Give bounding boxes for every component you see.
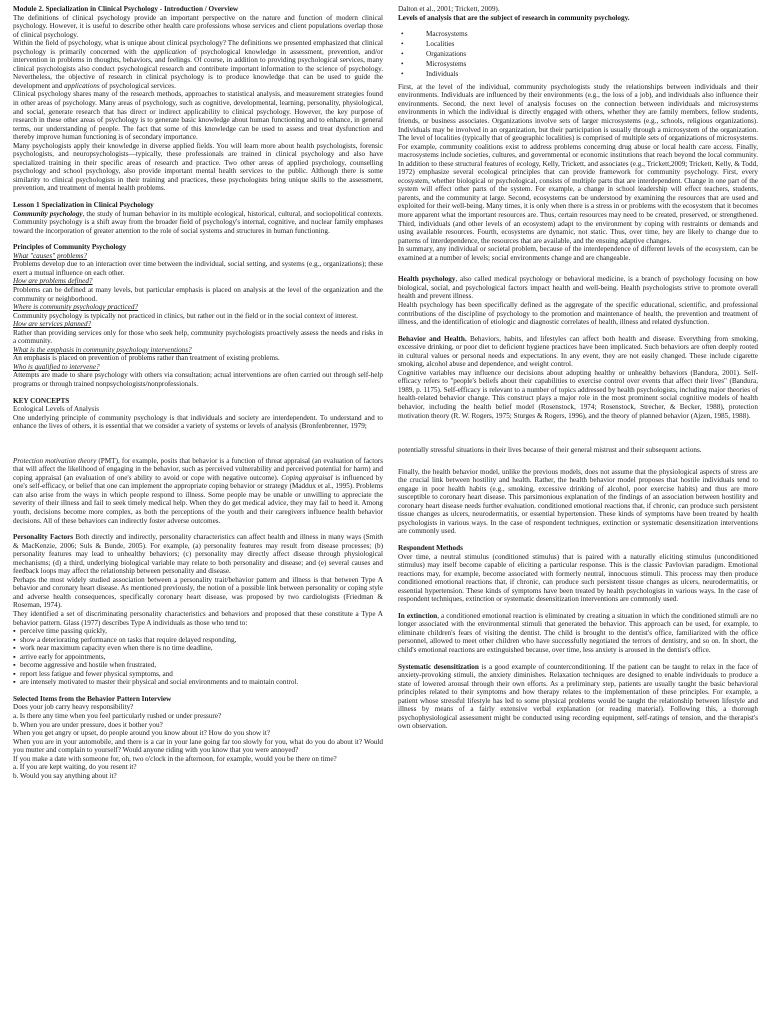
paragraph: First, at the level of the individual, community psychologists study the relationships between individuals and their environments. Individuals are influenced by their environments (e.g., the loss of a job), and individuals also influence their environments. Second, the next level of analysis focuses on the connection between individuals and microsystems environments in which the individual is directly engaged with others, whether they are family members, fellow students, friends, or business associates. Organizations involve sets of larger microsystems (e.g., schools, religious organizations). Individuals may be involved in an organization, but their participation is usually through a microsystem of the organization. The level of localities (typically that of geographic localities) is comprised of multiple sets of organizations of microsystems. For example, community coalitions exist to address problems concerning drug abuse or local health care access. Finally, macrosystems include societies, cultures, and governmental or economic institutions that reach beyond the local community. In addition to these structural features of ecology, Kelly, Trickett, and associates (e.g., Trickett,2009; Trickett, Kelly, & Todd, 1972) emphasize several ecological principles that can provide framework for community psychology. First, every ecosystem, whether biological or psychological, consists of multiple parts that are interdependent. Change in one part of the system will effect other parts of the system. For example, a change in school leadership will effect teachers, students, parents, and the community at large. Second, ecosystems can be understood by examining the resources that are used and exploited for their well-being. Many times, it is only when there is a stress in or problems with the ecosystem that it becomes more apparent what the important resources are. Thus, certain resources may need to be created, preserved, or strengthened. Third, individuals (and other levels of an ecosystem) adapt to the environment by coping with restraints or demands and using available resources. Fourth, ecosystems are dynamic, not static. Thus, over time, hey are likely to change due to patterns of interdependence, the resources that are available, and the ensuing adaptive changes.: [398, 82, 758, 245]
interview-line: Does your job carry heavy responsibility?: [13, 703, 134, 712]
interview-line: b. When you are under pressure, does it bother you?: [13, 720, 163, 729]
interview-line: b. Would you say anything about it?: [13, 771, 117, 780]
answer: Community psychology is typically not practiced in clinics, but rather out in the field or in the social context of interest.: [13, 311, 358, 320]
paragraph: Protection motivation theory (PMT), for example, posits that behavior is a function of threat appraisal (an evaluation of factors that will affect the likelihood of engaging in the behavior, such as perceived vulnerability and perceived potential for harm) and coping appraisal (an evaluation of one's ability to avoid or cope with negative outcome). Coping appraisal is influenced by one's self-efficacy, or belief that one can implement the appropriate coping behavior or strategy (Maddux et al., 1995). Problems can also arise from the ways in which people respond to illness. Some people may be unable or unwilling to appreciate the severity of their illness and fail to seek timely medical help. When they do get medical advice, they may fail to heed it. Among youth, decisions become more complex, as both the perceptions of the youth and their caregivers influence health behavior decisions. All of these behaviors can indirectly foster adverse outcomes.: [13, 456, 383, 525]
interview-line: a. Is there any time when you feel particularly rushed or under pressure?: [13, 712, 222, 721]
paragraph: Finally, the health behavior model, unlike the previous models, does not assume that the physiological aspects of stress are the crucial link between hostility and health. Rather, the health behavior model proposes that hostile individuals tend to engage in poor health habits (e.g., smoking, excessive drinking of alcohol, poor exercise habits) and thus are more susceptible to coronary heart disease. This parsimonious explanation of the findings of an association between hostility and coronary heart disease needs further evaluation. conditioned emotional reactions that, if chronic, can produce such persistent tissue changes as ulcers, neurodermatitis, or essential hypertension. These kinds of symptoms have been treated by health psychologists in various ways. In the case of respondent techniques, extinction or systematic desensitization interventions are commonly used.: [398, 467, 758, 536]
reference-continuation: Dalton et al., 2001; Trickett, 2009).: [398, 5, 500, 13]
levels-list: [398, 30, 758, 79]
paragraph: Perhaps the most widely studied association between a personality trait/behavior pattern and illness is that between Type A behavior and coronary heart disease. As mentioned previously, the notion of a possible link between personality or coping style and adverse health consequences, specifically coronary heart disease, was proposed by two cardiologists (Friedman & Roseman, 1974).: [13, 575, 383, 610]
list-item: • Individuals: [398, 70, 758, 79]
paragraph: Systematic desensitization is a good example of counterconditioning. If the patient can be taught to relax in the face of anxiety-provoking stimuli, the anxiety diminishes. Relaxation techniques are designed to enable individuals to produce a state of lowered arousal through their own efforts. As a preliminary step, patients are usually taught the basic behavioral principles related to their symptoms and how therapy relates to the implementation of these principles. For example, a patient whose stressful lifestyle has led to some physical problems would be taught the relationship between lifestyle and illness by means of a fairly extensive verbal explanation (or reading material). Following this, a thorough psychophysiological assessment might be conducted using recording equipment, self-ratings of tension, and the therapist's own observation.: [398, 662, 758, 731]
list-item: ▪ arrive early for appointments,: [13, 653, 383, 662]
paragraph: Health psychology, also called medical psychology or behavioral medicine, is a branch of psychology focusing on how biological, social, and psychological factors impact health and well-being. Health psychologists strive to promote overall health and prevent illness.: [398, 275, 758, 301]
paragraph: Health psychology has been specifically defined as the aggregate of the specific educational, scientific, and professional contributions of the discipline of psychology to the promotion and maintenance of health, the prevention and treatment of illness, and the identification of etiologic and diagnostic correlates of health, illness and related dysfunction.: [398, 300, 758, 327]
paragraph: Clinical psychology shares many of the research methods, approaches to statistical analysis, and measurement strategies found in other areas of psychology. Many areas of psychology, such as cognitive, developmental, learning, personality, physiological, and social, generate research that has direct or indirect applicability to clinical psychology. However, the key purpose of research in these other areas of psychology is to generate basic knowledge about human functioning and to enhance, in general terms, our understanding of people. The fact that some of this knowledge can be used to assess and treat dysfunction and thereby improve human functioning is of secondary importance.: [13, 90, 383, 142]
answer: Attempts are made to share psychology with others via consultation; actual interventions are often carried out through self-help programs or through trained nonpsychologists/nonprofessionals.: [13, 371, 383, 388]
list-item: • Macrosystems: [398, 30, 758, 39]
key-concepts-heading: KEY CONCEPTS: [13, 396, 70, 405]
list-item: ▪ are intensely motivated to master their physical and social environments and to maintain control.: [13, 678, 383, 687]
answer: An emphasis is placed on prevention of problems rather than treatment of existing problems.: [13, 354, 280, 363]
list-item: ▪ show a deteriorating performance on tasks that require delayed responding,: [13, 636, 383, 645]
list-item: • Localities: [398, 40, 758, 49]
section-heading: Respondent Methods: [398, 543, 463, 552]
paragraph: The definitions of clinical psychology provide an important perspective on the nature and function of modern clinical psychology. However, it is useful to describe other health care professions whose services and client populations overlap those of clinical psychology.: [13, 13, 383, 39]
paragraph: In summary, any individual or societal problem, because of the interdependence of different levels of the ecosystem, can be examined at a number of levels; social environments change and are changeable.: [398, 245, 758, 262]
interview-heading: Selected Items from the Behavior Pattern Interview: [13, 694, 172, 703]
paragraph: Many psychologists apply their knowledge in diverse applied fields. You will learn more about health psychologists, forensic psychologists, and neuropsychologists—typically, these professionals are trained in clinical psychology and also have specialized training in their specific areas of research and practice. Two other areas of applied psychology, counselling psychology and school psychology, also provide important mental health services to the public. Although there is some similarity to clinical psychologists in their training and practices, these psychologists bring unique skills to the assessment, prevention, and treatment of mental health problems.: [13, 141, 383, 193]
lesson-title: Lesson 1 Specialization in Clinical Psychology: [13, 201, 154, 210]
list-item: ▪ perceive time passing quickly,: [13, 627, 383, 636]
question: Who is qualified to intervene?: [13, 362, 100, 371]
list-item: ▪ work near maximum capacity even when there is no time deadline,: [13, 644, 383, 653]
question: What "causes" problems?: [13, 251, 88, 260]
paragraph: One underlying principle of community psychology is that individuals and society are interdependent. To understand and to enhance the lives of others, it is essential that we consider a variety of systems or levels of analysis (Bronfenbrenner, 1979;: [13, 413, 383, 431]
question: How are services planned?: [13, 320, 92, 329]
module-title: Module 2. Specialization in Clinical Psychology - Introduction / Overview: [13, 5, 239, 13]
subheading: Ecological Levels of Analysis: [13, 405, 100, 414]
right-column: [398, 5, 758, 731]
answer: Problems develop due to an interaction over time between the individual, social setting, and systems (e.g., organizations); these exert a mutual influence on each other.: [13, 260, 383, 277]
levels-heading: Levels of analysis that are the subject of research in community psychology.: [398, 13, 630, 22]
paragraph: Community psychology, the study of human behavior in its multiple ecological, historical, cultural, and sociopolitical contexts. Community psychology is a shift away from the broader field of psychology's internal, cognitive, and nuclear family emphases toward the incorporation of greater attention to the role of social systems and structures in human functioning.: [13, 209, 383, 235]
interview-line: When you are in your automobile, and there is a car in your lane going far too slowly for you, what do you do about it? Would you mutter and complain to yourself? Would anyone riding with you know that you were annoyed?: [13, 737, 383, 755]
interview-line: When you get angry or upset, do people around you know about it? How do you show it?: [13, 729, 271, 738]
list-item: ▪ report less fatigue and fewer physical symptoms, and: [13, 670, 383, 679]
list-item: • Microsystems: [398, 60, 758, 69]
paragraph: In extinction, a conditioned emotional reaction is eliminated by creating a situation in which the conditioned stimuli are no longer associated with the environmental stimuli that generated the behavior. This approach can be used, for example, to eliminate children's fears of visiting the dentist. The child is brought to the dentist's office, familiarized with the office personnel, allowed to meet other children who have successfully negotiated the terrors of dentistry, and so on. In short, the child's emotional reactions are extinguished because, over time, less anxiety is aroused in the dentist's office.: [398, 611, 758, 654]
list-item: • Organizations: [398, 50, 758, 59]
paragraph: Cognitive variables may influence our decisions about adopting healthy or unhealthy behaviors (Bandura, 2001). Self-efficacy refers to "people's beliefs about their capabilities to exercise control over events that affect their lives" (Bandura, 1989, p. 1175). Self-efficacy is relevant to a number of topics addressed by health psychologists, including major theories of health-related behavior change. This construct plays a major role in the most prominent social cognitive models of health behavior, including the health belief model (Rosenstock, 1974; Rosenstock, Strecher, & Becker, 1988), protection motivation theory (R. W. Rogers, 1975; Sturges & Rogers, 1996), and the theory of planned behavior (Ajzen, 1985, 1988).: [398, 368, 758, 420]
paragraph: potentially stressful situations in their lives because of their general mistrust and their subsequent actions.: [398, 446, 702, 455]
interview-line: If you make a date with someone for, oh, two o'clock in the afternoon, for example, would you be there on time?: [13, 754, 337, 763]
interview-line: a. If you are kept waiting, do you resent it?: [13, 763, 137, 772]
question: How are problems defined?: [13, 277, 93, 286]
question: Where is community psychology practiced?: [13, 303, 139, 312]
answer: Rather than providing services only for those who seek help, community psychologists proactively assess the needs and risks in a community.: [13, 328, 383, 346]
type-a-list: [13, 627, 383, 687]
question: What is the emphasis in community psychology interventions?: [13, 345, 192, 354]
paragraph: Within the field of psychology, what is unique about clinical psychology? The definitions we presented emphasized that clinical psychology is primarily concerned with the application of psychological knowledge in assessment, prevention, and/or intervention in problems in thoughts, behaviors, and feelings. Of course, in addition to providing psychological services, many clinical psychologists also conduct psychological research and contribute important information to the science of psychology. Nevertheless, the objective of research in clinical psychology is to produce knowledge that can be used to guide the development and applications of psychological services.: [13, 39, 383, 90]
answer: Problems can be defined at many levels, but particular emphasis is placed on analysis at the level of the organization and the community or neighborhood.: [13, 285, 383, 303]
list-item: ▪ become aggressive and hostile when frustrated,: [13, 661, 383, 670]
paragraph: They identified a set of discriminating personality characteristics and behaviors and proposed that these constitute a Type A behavior pattern. Glass (1977) describes Type A individuals as those who tend to:: [13, 610, 383, 627]
left-column: [13, 5, 383, 780]
paragraph: Behavior and Health. Behaviors, habits, and lifestyles can affect both health and disease. Everything from smoking, excessive drinking, or poor diet to deficient hygiene practices have been implicated. Such behaviors are often deeply rooted in cultural values or personal needs and expectations. In any event, they are not easily changed. These include cigarette smoking, alcohol abuse and dependence, and weight control.: [398, 334, 759, 369]
paragraph: Personality Factors Both directly and indirectly, personality characteristics can affect health and illness in many ways (Smith & MacKenzie, 2006; Suls & Bunde, 2005). For example, (a) personality features may result from disease processes; (b) personality features may lead to unhealthy behaviors; (c) personality may directly affect disease through physiological mechanisms; (d) a third, underlying biological variable may relate to both personality and disease; and (e) several causes and feedback loops may affect the relationship between personality and disease.: [13, 533, 383, 576]
section-heading: Principles of Community Psychology: [13, 243, 127, 252]
paragraph: Over time, a neutral stimulus (conditioned stimulus) that is paired with a naturally eliciting stimulus (unconditioned stimulus) may itself become capable of eliciting a particular response. This is the classic Pavlovian paradigm. Emotional reactions may, for example, become associated with formerly neutral, innocuous stimuli. This process may then produce conditioned emotional reactions that, if chronic, can produce such persistent tissue changes as ulcers, neurodermatitis, or essential hypertension. These kinds of symptoms have been treated by health psychologists in various ways. In the case of respondent techniques, extinction or systematic desensitization interventions are commonly used.: [398, 552, 758, 604]
